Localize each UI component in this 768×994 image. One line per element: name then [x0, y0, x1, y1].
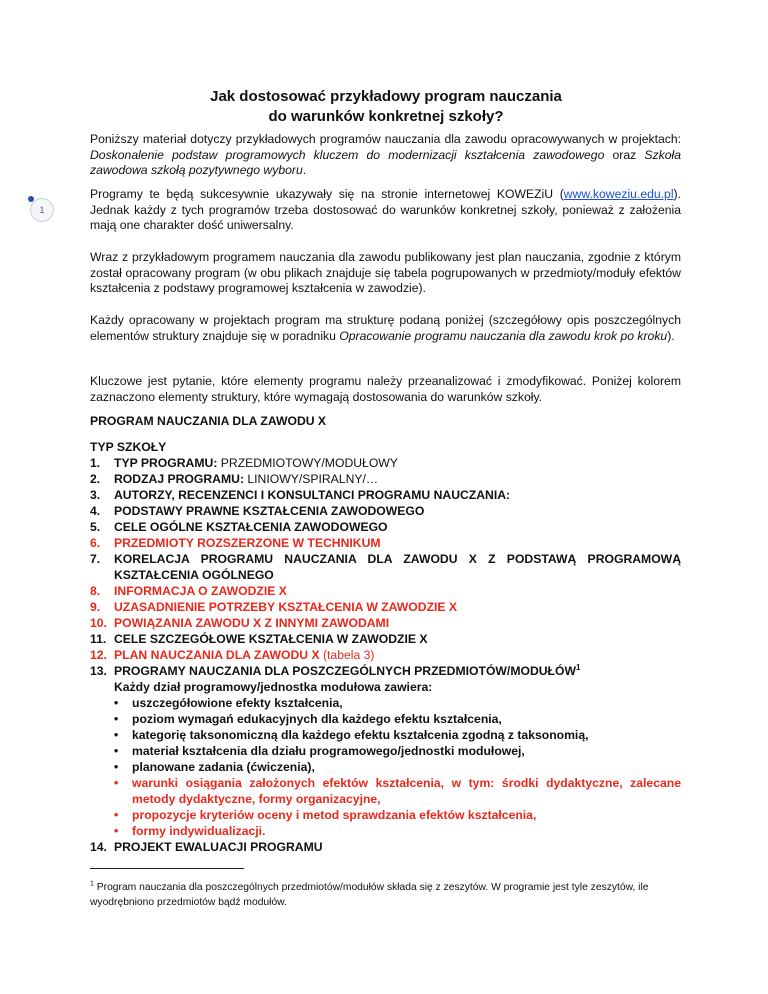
bullet-text: planowane zadania (ćwiczenia), [132, 760, 315, 774]
item-number: 10. [90, 616, 107, 630]
item-text: CELE SZCZEGÓŁOWE KSZTAŁCENIA W ZAWODZIE X [114, 632, 428, 646]
p2-text-a: Programy te będą sukcesywnie ukazywały się na stronie internetowej KOWEZiU ( [90, 187, 564, 201]
item-number: 11. [90, 632, 107, 646]
bullet-item-5 [90, 759, 681, 775]
p4-guide-title: Opracowanie programu nauczania dla zawodu krok po kroku [339, 328, 668, 343]
outline-item-14 [90, 839, 681, 855]
title-line-2: do warunków konkretnej szkoły? [268, 108, 504, 125]
p4-text-a: Każdy opracowany w projektach program ma strukturę podaną poniżej (szczegółowy opis poszczególnych elementów struktury znajduje się w poradniku [90, 313, 681, 343]
item-number: 14. [90, 840, 107, 854]
outline-school-type: TYP SZKOŁY [90, 440, 167, 454]
item-text: PROJEKT EWALUACJI PROGRAMU [114, 840, 323, 854]
item-number: 13. [90, 664, 107, 678]
outline-item-7 [90, 551, 681, 583]
p2-text-b: ). Jednak każdy z tych programów trzeba dostosować do warunków konkretnej szkoły, ponieważ z założenia mają one charakter dość uniwersalny. [90, 187, 681, 233]
bullet-item-1 [90, 695, 681, 711]
item-number: 12. [90, 648, 107, 662]
bullet-text: kategorię taksonomiczną dla każdego efektu kształcenia zgodną z taksonomią, [132, 728, 589, 742]
item-number: 1. [90, 456, 101, 470]
p3-text: Wraz z przykładowym programem nauczania dla zawodu publikowany jest plan nauczania, zgodnie z którym został opracowany program (w obu plikach znajduje się tabela pogrupowanych w przedmioty/moduły efektów kształcenia z podstawy programowej kształcenia w zawodzie). [90, 250, 681, 296]
p1-text-a: Poniższy materiał dotyczy przykładowych programów nauczania dla zawodu opracowywanych w projektach: [90, 132, 681, 146]
item-value: PRZEDMIOTOWY/MODUŁOWY [217, 456, 398, 470]
outline-item-2 [90, 471, 681, 487]
p1-project-2: Szkoła zawodowa szkołą pozytywnego wyboru [90, 147, 681, 178]
bullet-item-4 [90, 743, 681, 759]
bullet-icon: • [114, 824, 119, 838]
item-text: KORELACJA PROGRAMU NAUCZANIA DLA ZAWODU X Z PODSTAWĄ PROGRAMOWĄ KSZTAŁCENIA OGÓLNEGO [114, 552, 681, 582]
outline-item-6 [90, 535, 681, 551]
item-text: UZASADNIENIE POTRZEBY KSZTAŁCENIA W ZAWODZIE X [114, 600, 458, 614]
bullet-text: materiał kształcenia dla działu programowego/jednostki modułowej, [132, 744, 525, 758]
item-text: CELE OGÓLNE KSZTAŁCENIA ZAWODOWEGO [114, 520, 388, 534]
footnote-separator [90, 868, 244, 869]
p1-project-1: Doskonalenie podstaw programowych kluczem do modernizacji kształcenia zawodowego [90, 147, 605, 162]
bullet-icon: • [114, 760, 119, 774]
paragraph-key-question [90, 374, 681, 405]
item-text: POWIĄZANIA ZAWODU X Z INNYMI ZAWODAMI [114, 616, 390, 630]
outline-item-11 [90, 631, 681, 647]
item-number: 3. [90, 488, 101, 502]
footnote-number: 1 [90, 880, 94, 888]
paragraph-plan [90, 250, 681, 297]
item-number: 6. [90, 536, 101, 550]
paragraph-website [90, 187, 681, 234]
outline-item-13-intro: Każdy dział programowy/jednostka modułowa zawiera: [114, 680, 433, 694]
item-text: PODSTAWY PRAWNE KSZTAŁCENIA ZAWODOWEGO [114, 504, 425, 518]
bullet-icon: • [114, 776, 119, 790]
outline-item-5 [90, 519, 681, 535]
item-label: TYP PROGRAMU: [114, 456, 218, 470]
bullet-icon: • [114, 696, 119, 710]
p4-text-c: ). [667, 328, 675, 343]
footnote-ref[interactable]: 1 [575, 662, 581, 672]
bullet-item-6 [90, 775, 681, 807]
bullet-icon: • [114, 744, 119, 758]
bullet-text: warunki osiągania założonych efektów kształcenia, w tym: środki dydaktyczne, zalecane metody dydaktyczne, formy organizacyjne, [132, 776, 681, 806]
outline-item-8 [90, 583, 681, 599]
bullet-item-7 [90, 807, 681, 823]
item-number: 8. [90, 584, 101, 598]
bullet-item-2 [90, 711, 681, 727]
bullet-icon: • [114, 712, 119, 726]
outline-item-3 [90, 487, 681, 503]
item-text: PRZEDMIOTY ROZSZERZONE W TECHNIKUM [114, 536, 381, 550]
outline-item-10 [90, 615, 681, 631]
bullet-text: formy indywidualizacji. [132, 824, 266, 838]
bullet-item-8 [90, 823, 681, 839]
footnote [90, 880, 681, 910]
bullet-text: uszczegółowione efekty kształcenia, [132, 696, 343, 710]
title-line-1: Jak dostosować przykładowy program nauczania [210, 88, 562, 105]
item-number: 7. [90, 552, 101, 566]
program-heading: PROGRAM NAUCZANIA DLA ZAWODU X [90, 414, 327, 428]
program-outline [90, 439, 681, 855]
bullet-item-3 [90, 727, 681, 743]
item-table-ref: (tabela 3) [319, 648, 375, 662]
item-text: PROGRAMY NAUCZANIA DLA POSZCZEGÓLNYCH PRZEDMIOTÓW/MODUŁÓW [114, 664, 576, 678]
outline-item-13 [90, 663, 681, 679]
item-text: PLAN NAUCZANIA DLA ZAWODU X [114, 648, 320, 662]
item-text: AUTORZY, RECENZENCI I KONSULTANCI PROGRAMU NAUCZANIA: [114, 488, 511, 502]
comment-marker[interactable]: 1 [30, 198, 54, 222]
p1-text-c: oraz [604, 147, 645, 162]
bullet-icon: • [114, 728, 119, 742]
item-value: LINIOWY/SPIRALNY/… [244, 472, 379, 486]
outline-item-9 [90, 599, 681, 615]
koweziu-link[interactable]: www.koweziu.edu.pl [563, 187, 674, 201]
document-title [90, 87, 682, 127]
bullet-text: propozycje kryteriów oceny i metod sprawdzania efektów kształcenia, [132, 808, 537, 822]
footnote-text: Program nauczania dla poszczególnych przedmiotów/modułów składa się z zeszytów. W programie jest tyle zeszytów, ile wyodrębniono przedmiotów bądź modułów. [90, 882, 649, 908]
outline-item-12 [90, 647, 681, 663]
outline-item-1 [90, 455, 681, 471]
item-number: 5. [90, 520, 101, 534]
p5-text: Kluczowe jest pytanie, które elementy programu należy przeanalizować i zmodyfikować. Poniżej kolorem zaznaczono elementy struktury, które wymagają dostosowania do warunków szkoły. [90, 374, 681, 404]
item-number: 2. [90, 472, 101, 486]
item-number: 4. [90, 504, 101, 518]
item-number: 9. [90, 600, 101, 614]
item-label: RODZAJ PROGRAMU: [114, 472, 244, 486]
item-text: INFORMACJA O ZAWODZIE X [114, 584, 287, 598]
p1-text-e: . [302, 163, 307, 178]
outline-item-4 [90, 503, 681, 519]
bullet-icon: • [114, 808, 119, 822]
bullet-text: poziom wymagań edukacyjnych dla każdego efektu kształcenia, [132, 712, 502, 726]
paragraph-structure [90, 313, 681, 344]
paragraph-intro [90, 132, 681, 179]
